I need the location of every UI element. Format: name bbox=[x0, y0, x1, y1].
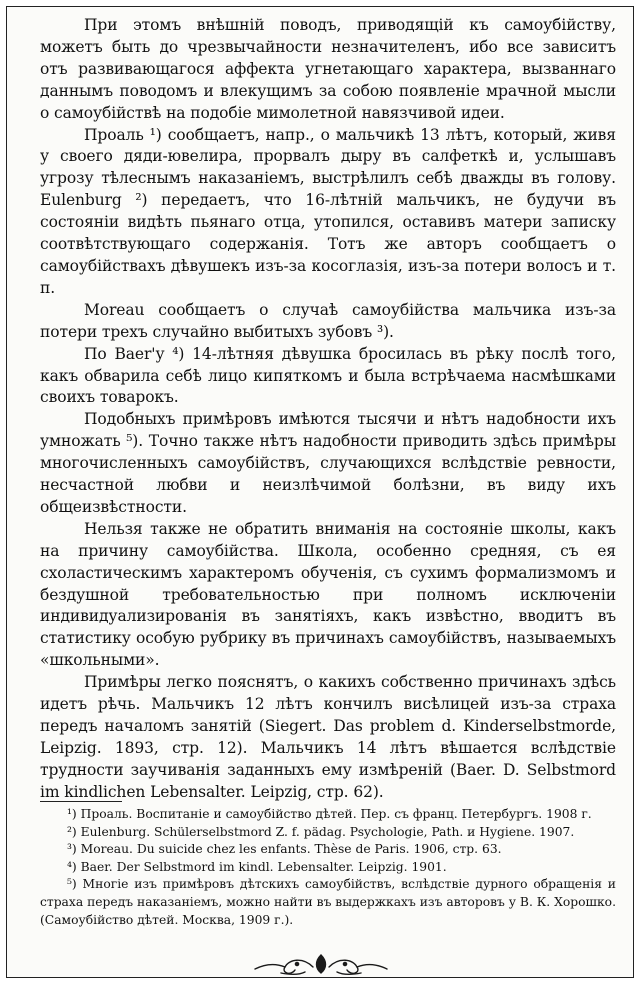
footnote-divider bbox=[40, 801, 122, 802]
floral-ornament-icon bbox=[251, 951, 391, 977]
paragraph-5: Подобныхъ примѣровъ имѣются тысячи и нѣтъ надобности ихъ умножать ⁵). Точно также нѣтъ надобности приводить здѣсь примѣры многочисленныхъ самоубійствъ, случающихся вслѣдствіе ревности, несчастной любви и неизлѣчимой болѣзни, въ виду ихъ общеизвѣстности. bbox=[40, 410, 616, 516]
paragraph-4: По Baer'у ⁴) 14-лѣтняя дѣвушка бросилась въ рѣку послѣ того, какъ обварила себѣ лицо кипяткомъ и была встрѣчаема насмѣшками своихъ товарокъ. bbox=[40, 344, 616, 407]
footnote-1: ¹) Проаль. Воспитаніе и самоубійство дѣтей. Пер. съ франц. Петербургъ. 1908 г. bbox=[67, 807, 592, 821]
paragraph-3: Moreau сообщаетъ о случаѣ самоубійства мальчика изъ-за потери трехъ случайно выбитыхъ зубовъ ³). bbox=[40, 300, 616, 341]
paragraph-2: Проаль ¹) сообщаетъ, напр., о мальчикѣ 13 лѣтъ, который, живя у своего дяди-ювелира, прорвалъ дыру въ салфеткѣ и, услышавъ угрозу тѣлеснымъ наказаніемъ, выстрѣлилъ себѣ дважды въ голову. Eulenburg ²) передаетъ, что 16-лѣтній мальчикъ, не будучи въ состояніи видѣть пьянаго отца, утопился, оставивъ матери записку соотвѣтствующаго содержанія. Тотъ же авторъ сообщаетъ о самоубійствахъ дѣвушекъ изъ-за косоглазія, изъ-за потери волосъ и т. п. bbox=[40, 125, 616, 297]
paragraph-1: При этомъ внѣшній поводъ, приводящій къ самоубійству, можетъ быть до чрезвычайности незначителенъ, ибо все зависитъ отъ развивающагося аффекта угнетающаго характера, вызваннаго даннымъ поводомъ и влекущимъ за собою появленіе мрачной мысли о самоубійствѣ на подобіе мимолетной навязчивой идеи. bbox=[40, 16, 616, 122]
footnote-2: ²) Eulenburg. Schülerselbstmord Z. f. pädag. Psychologie, Path. и Hygiene. 1907. bbox=[67, 824, 575, 839]
footnote-5: ⁵) Многіе изъ примѣровъ дѣтскихъ самоубійствъ, вслѣдствіе дурного обращенія и страха передъ наказаніемъ, можно найти въ выдержкахъ изъ авторовъ у В. К. Хорошко. (Самоубійство дѣтей. Москва, 1909 г.). bbox=[40, 877, 616, 927]
paragraph-7: Примѣры легко пояснятъ, о какихъ собственно причинахъ здѣсь идетъ рѣчь. Мальчикъ 12 лѣтъ кончилъ висѣлицей изъ-за страха передъ началомъ занятій (Siegert. Das problem d. Kinderselbstmorde, Leipzig. 1893, стр. 12). Мальчикъ 14 лѣтъ вѣшается вслѣдствіе трудности заучиванія заданныхъ ему измѣреній (Baer. D. Selbstmord im kindlichen Lebensalter. Leipzig, стр. 62). bbox=[40, 673, 616, 801]
footnotes bbox=[40, 806, 616, 929]
footnote-3: ³) Moreau. Du suicide chez les enfants. Thèse de Paris. 1906, стр. 63. bbox=[67, 842, 502, 857]
document-page bbox=[6, 6, 634, 978]
footnote-4: ⁴) Baer. Der Selbstmord im kindl. Lebensalter. Leipzig. 1901. bbox=[67, 859, 447, 874]
paragraph-6: Нельзя также не обратить вниманія на состояніе школы, какъ на причину самоубійства. Школа, особенно средняя, съ ея схоластическимъ характеромъ обученія, съ сухимъ формализмомъ и бездушной требовательностью при полномъ исключеніи индивидуализированія въ занятіяхъ, какъ извѣстно, вводитъ въ статистику особую рубрику въ причинахъ самоубійствъ, называемыхъ «школьными». bbox=[40, 519, 616, 670]
body-text bbox=[40, 15, 616, 804]
